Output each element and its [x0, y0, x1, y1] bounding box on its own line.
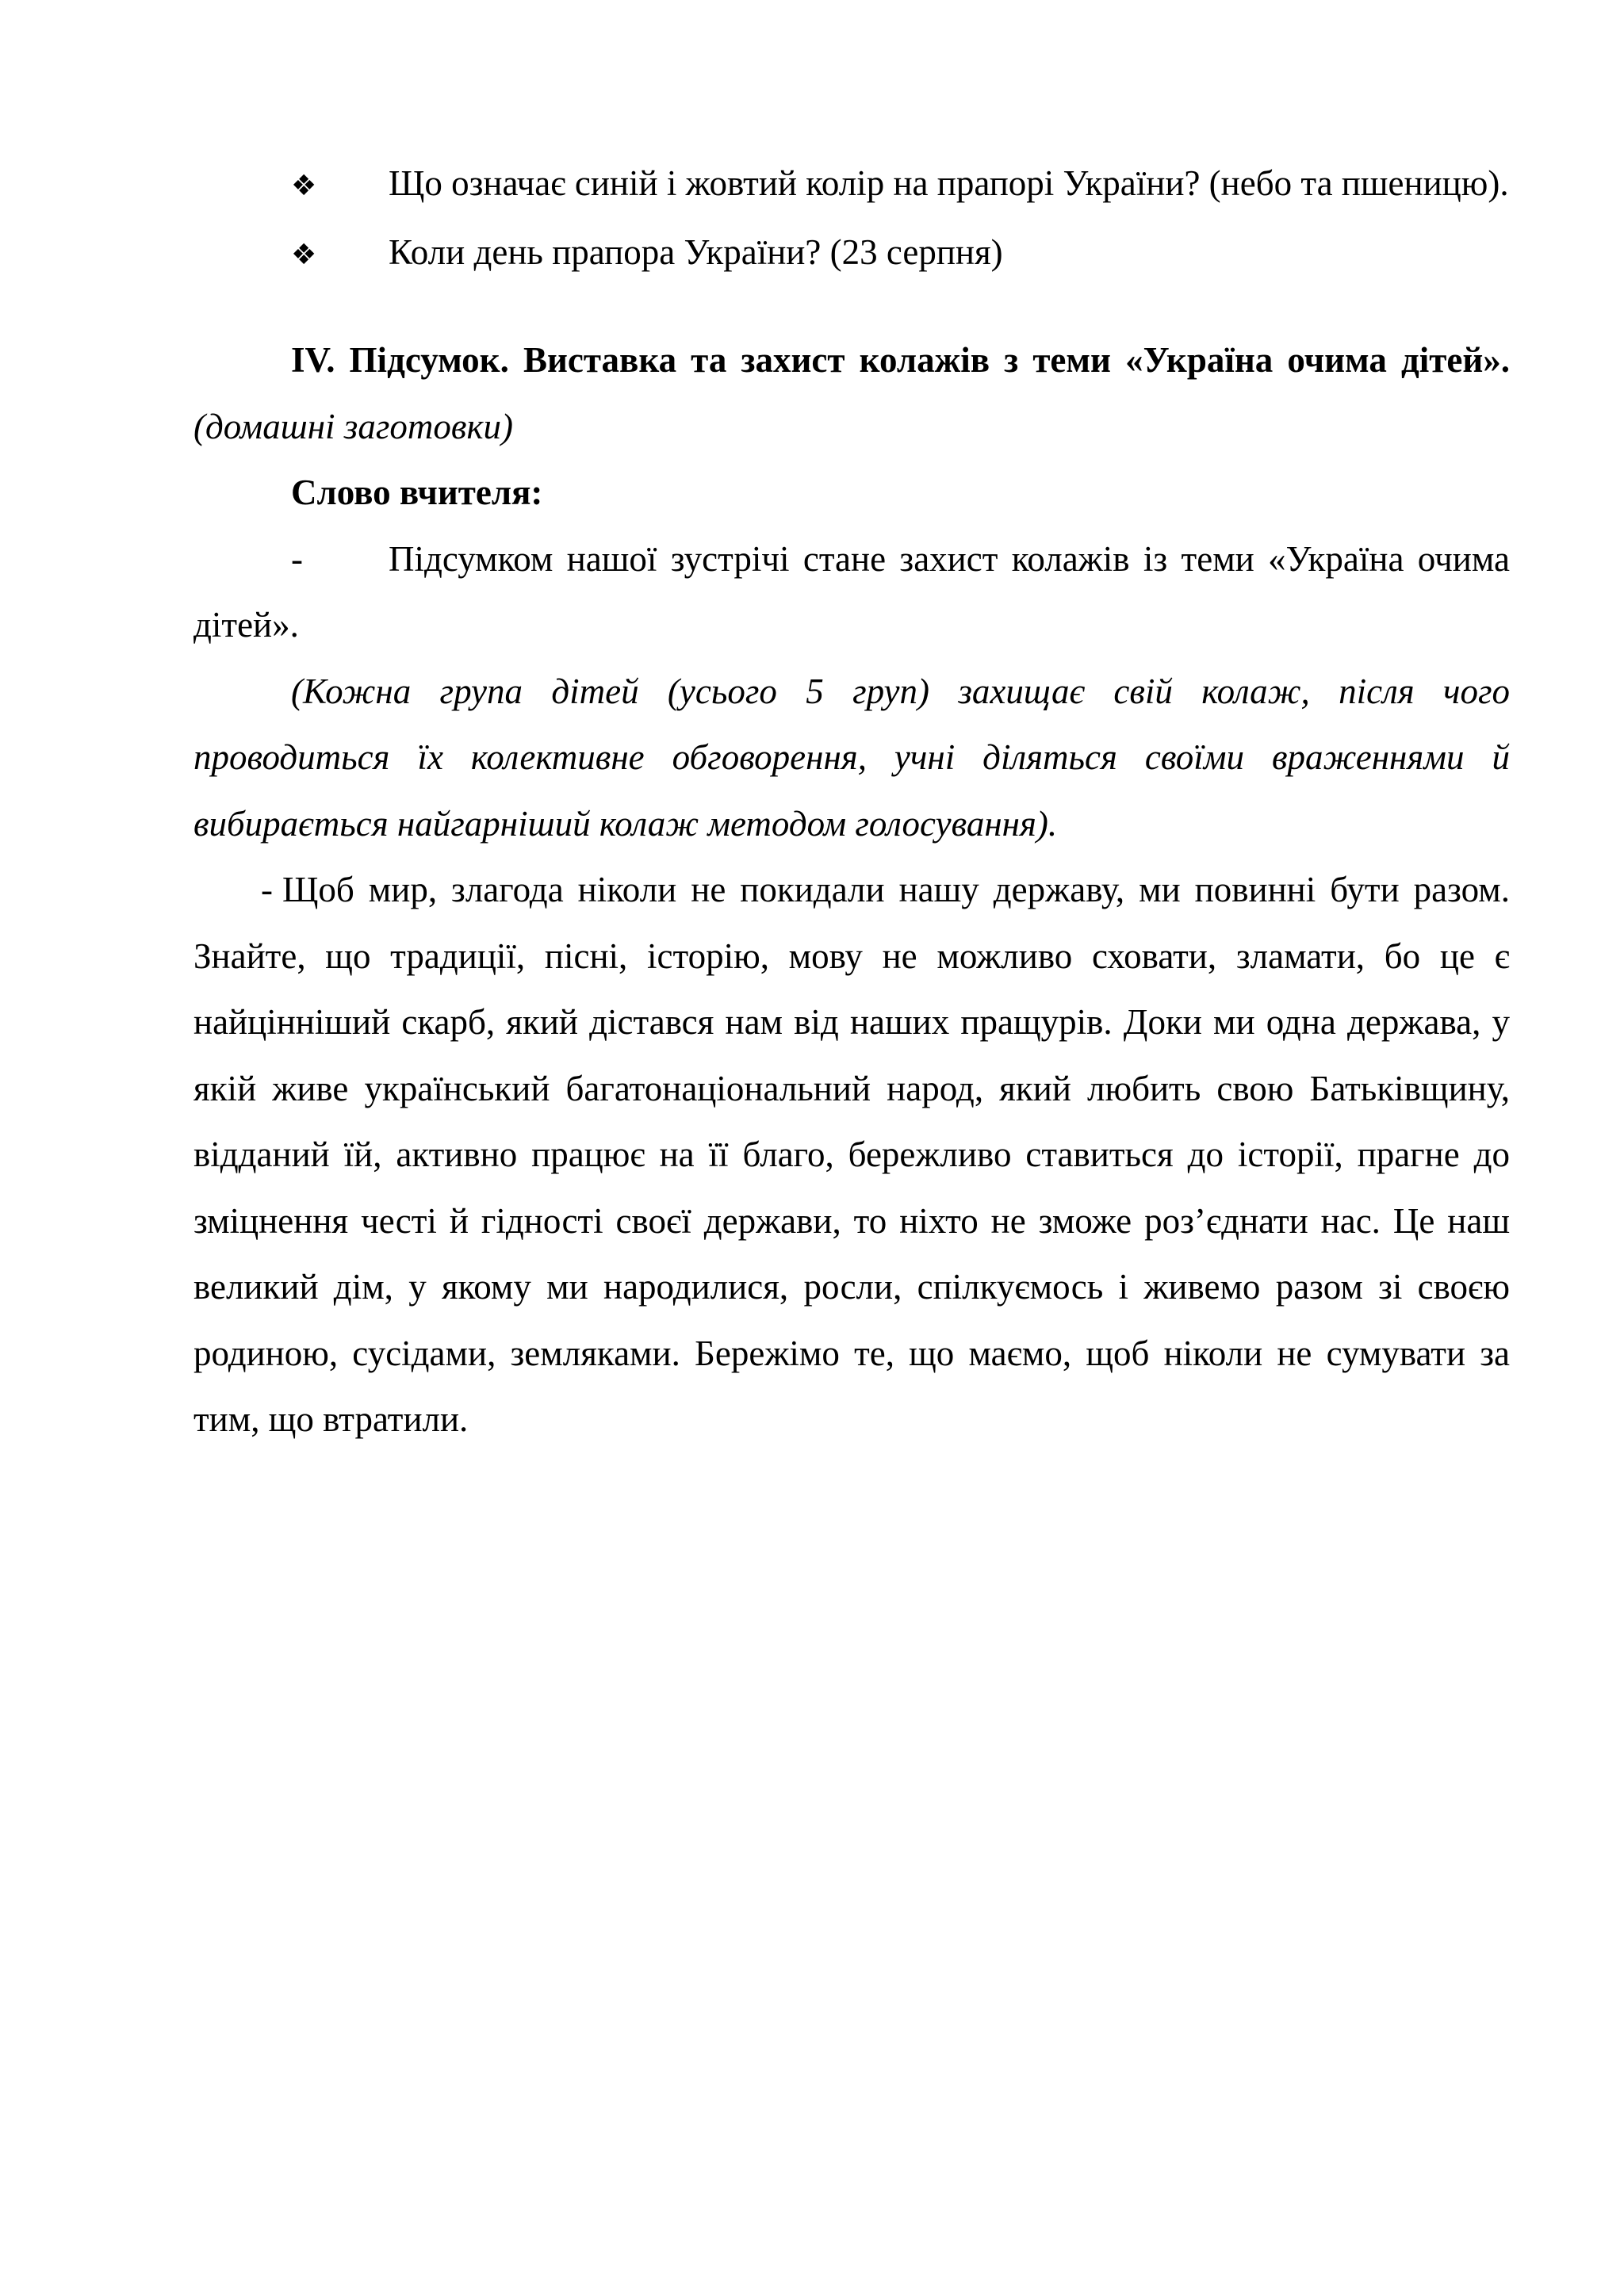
question-item	[193, 220, 1510, 289]
diamond-bullet-icon: ❖	[291, 170, 317, 202]
activity-note: (Кожна група дітей (усього 5 груп) захищає свій колаж, після чого проводиться їх колективне обговорення, учні діляться своїми враженнями й вибирається найгарніший колаж методом голосування).	[193, 671, 1510, 844]
diamond-bullet-icon: ❖	[291, 238, 317, 271]
document-body	[193, 151, 1510, 1453]
question-text: Коли день прапора України? (23 серпня)	[389, 232, 1003, 272]
question-text: Що означає синій і жовтий колір на прапорі України? (небо та пшеницю).	[389, 163, 1509, 203]
dash-marker: -	[291, 538, 303, 579]
section-heading-note: (домашні заготовки)	[193, 406, 513, 446]
dash-marker: -	[261, 870, 273, 909]
question-item	[193, 151, 1510, 220]
closing-paragraph	[193, 857, 1510, 1453]
section-heading-title: IV. Підсумок. Виставка та захист колажів з теми «Україна очима дітей».	[291, 340, 1510, 380]
closing-text: Щоб мир, злагода ніколи не покидали нашу державу, ми повинні бути разом. Знайте, що традиції, пісні, історію, мову не можливо сховати, зламати, бо це є найцінніший скарб, який дістався нам від наших пращурів. Доки ми одна держава, у якій живе український багатонаціональний народ, який любить свою Батьківщину, відданий їй, активно працює на її благо, бережливо ставиться до історії, прагне до зміцнення честі й гідності своєї держави, то ніхто не зможе роз’єднати нас. Це наш великий дім, у якому ми народилися, росли, спілкуємось і живемо разом зі своєю родиною, сусідами, земляками. Бережімо те, що маємо, щоб ніколи не сумувати за тим, що втратили.	[193, 870, 1510, 1439]
teacher-speech-text: Підсумком нашої зустрічі стане захист колажів із теми «Україна очима дітей».	[193, 538, 1510, 645]
spacer	[193, 288, 1510, 327]
teacher-label: Слово вчителя:	[291, 473, 543, 512]
section-heading	[193, 327, 1510, 460]
teacher-speech	[193, 526, 1510, 659]
